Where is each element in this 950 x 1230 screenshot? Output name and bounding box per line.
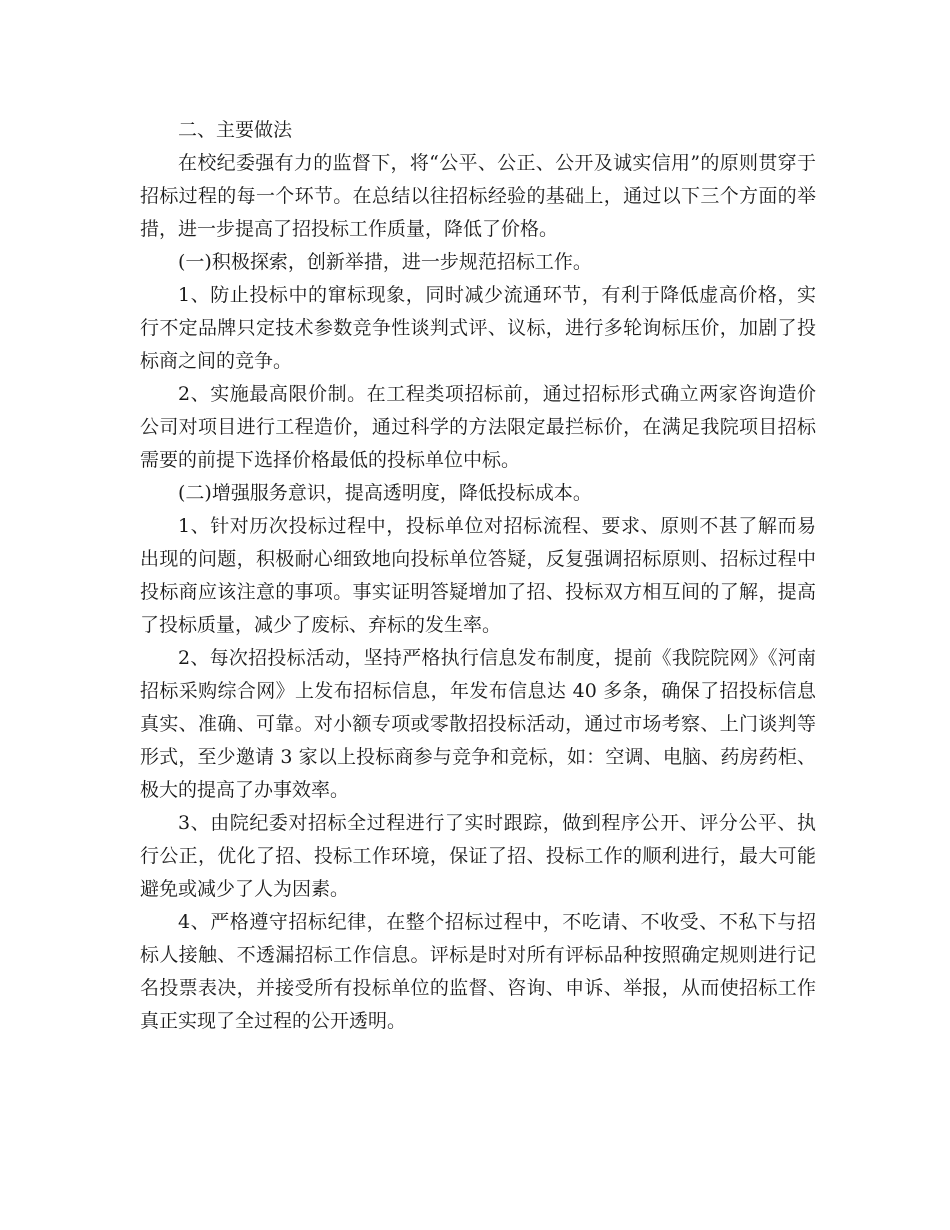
paragraph-item-1b: 1、针对历次投标过程中，投标单位对招标流程、要求、原则不甚了解而易出现的问题，积极耐心细致地向投标单位答疑，反复强调招标原则、招标过程中投标商应该注意的事项。事实证明答疑增加了招、投标双方相互间的了解，提高了投标质量，减少了废标、弃标的发生率。 bbox=[140, 515, 816, 636]
document-page bbox=[140, 114, 816, 1038]
paragraph-item-3b: 3、由院纪委对招标全过程进行了实时跟踪，做到程序公开、评分公平、执行公正，优化了招、投标工作环境，保证了招、投标工作的顺利进行，最大可能避免或减少了人为因素。 bbox=[140, 812, 816, 900]
paragraph-item-2b: 2、每次招投标活动，坚持严格执行信息发布制度，提前《我院院网》《河南招标采购综合网》上发布招标信息，年发布信息达 40 多条，确保了招投标信息真实、准确、可靠。对小额专项或零散招投标活动，通过市场考察、上门谈判等形式，至少邀请 3 家以上投标商参与竞争和竞标，如：空调、电脑、药房药柜、极大的提高了办事效率。 bbox=[140, 647, 816, 801]
paragraph-item-2a: 2、实施最高限价制。在工程类项招标前，通过招标形式确立两家咨询造价公司对项目进行工程造价，通过科学的方法限定最拦标价，在满足我院项目招标需要的前提下选择价格最低的投标单位中标。 bbox=[140, 383, 816, 471]
subheading-service-awareness: (二)增强服务意识，提高透明度，降低投标成本。 bbox=[178, 482, 592, 504]
paragraph-item-1a: 1、防止投标中的窜标现象，同时减少流通环节，有利于降低虚高价格，实行不定品牌只定技术参数竞争性谈判式评、议标，进行多轮询标压价，加剧了投标商之间的竞争。 bbox=[140, 284, 816, 372]
section-heading-main-methods: 二、主要做法 bbox=[178, 119, 293, 141]
paragraph-item-4b: 4、严格遵守招标纪律，在整个招标过程中，不吃请、不收受、不私下与招标人接触、不透漏招标工作信息。评标是时对所有评标品种按照确定规则进行记名投票表决，并接受所有投标单位的监督、咨询、申诉、举报，从而使招标工作真正实现了全过程的公开透明。 bbox=[140, 911, 816, 1032]
paragraph-intro: 在校纪委强有力的监督下，将“公平、公正、公开及诚实信用”的原则贯穿于招标过程的每一个环节。在总结以往招标经验的基础上，通过以下三个方面的举措，进一步提高了招投标工作质量，降低了价格。 bbox=[140, 152, 816, 240]
subheading-explore-innovate: (一)积极探索，创新举措，进一步规范招标工作。 bbox=[178, 251, 592, 273]
